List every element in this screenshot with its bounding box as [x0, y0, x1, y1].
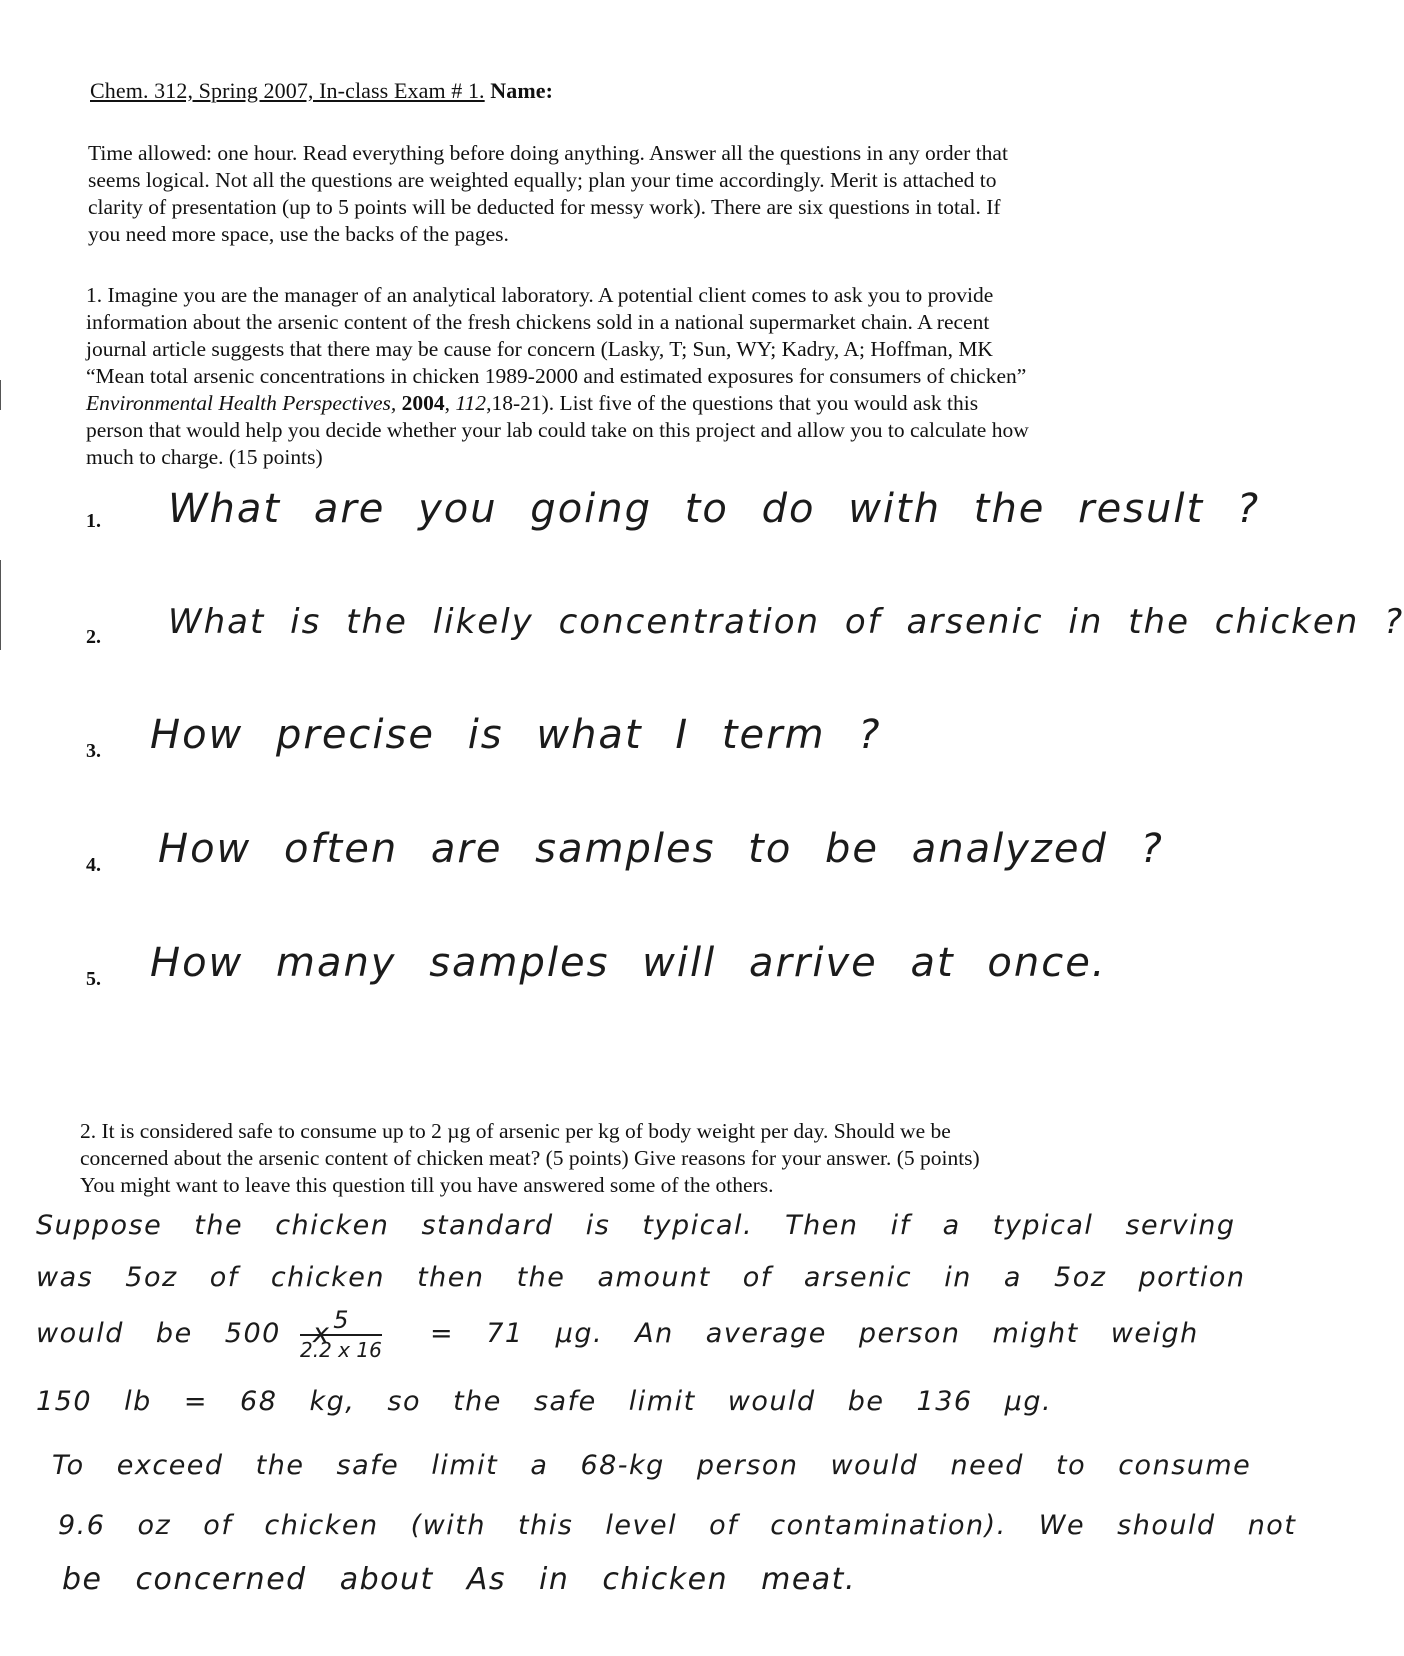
citation-pages: ,18-21). [486, 391, 555, 415]
question-line: journal article suggests that there may be cause for concern (Lasky, T; Sun, WY; Kadry, A; Hoffman, MK [86, 337, 993, 361]
handwritten-line: 150 lb = 68 kg, so the safe limit would be 136 µg. [36, 1386, 1053, 1417]
course-title: Chem. 312, Spring 2007, In-class Exam # 1. [90, 78, 485, 103]
handwritten-line: = 71 µg. An average person might weigh [430, 1318, 1199, 1349]
answer-number: 3. [86, 740, 101, 762]
handwritten-fraction [300, 1306, 382, 1362]
handwritten-answer: How often are samples to be analyzed ? [158, 826, 1164, 872]
question-line: 1. Imagine you are the manager of an analytical laboratory. A potential client comes to ask you to provide [86, 283, 994, 307]
margin-mark [0, 560, 1, 650]
handwritten-answer: What is the likely concentration of arsenic in the chicken ? [168, 602, 1404, 642]
fraction-numerator: 5 [300, 1306, 382, 1336]
exam-header [90, 78, 553, 104]
instructions-line: seems logical. Not all the questions are weighted equally; plan your time accordingly. Merit is attached to [88, 168, 997, 192]
handwritten-line: be concerned about As in chicken meat. [62, 1562, 856, 1597]
question-line: “Mean total arsenic concentrations in chicken 1989-2000 and estimated exposures for consumers of chicken” [86, 364, 1027, 388]
question-line: information about the arsenic content of the fresh chickens sold in a national supermarket chain. A recent [86, 310, 990, 334]
instructions-line: clarity of presentation (up to 5 points will be deducted for messy work). There are six questions in total. If [88, 195, 1001, 219]
handwritten-answer: How precise is what I term ? [150, 712, 882, 758]
question-line: person that would help you decide whether your lab could take on this project and allow you to calculate how [86, 418, 1029, 442]
margin-mark [0, 380, 1, 410]
name-label: Name: [490, 78, 554, 103]
citation-rest: List five of the questions that you would ask this [554, 391, 979, 415]
handwritten-line: was 5oz of chicken then the amount of arsenic in a 5oz portion [36, 1262, 1246, 1293]
citation-year: 2004 [401, 391, 445, 415]
citation-volume: 112 [455, 391, 487, 415]
question-line: concerned about the arsenic content of chicken meat? (5 points) Give reasons for your answer. (5 points) [80, 1146, 980, 1170]
citation-line: Environmental Health Perspectives, 2004, 112,18-21). List five of the questions that you would ask this [86, 391, 979, 415]
fraction-denominator: 2.2 x 16 [300, 1338, 382, 1362]
handwritten-line: Suppose the chicken standard is typical. Then if a typical serving [36, 1210, 1236, 1241]
question-line: You might want to leave this question till you have answered some of the others. [80, 1173, 774, 1197]
answer-number: 5. [86, 968, 101, 990]
handwritten-line: To exceed the safe limit a 68-kg person would need to consume [52, 1450, 1252, 1481]
answer-number: 4. [86, 854, 101, 876]
answer-number: 2. [86, 626, 101, 648]
answer-number: 1. [86, 510, 101, 532]
handwritten-line: would be 500 x [36, 1318, 331, 1349]
question-1-prompt [86, 282, 1198, 471]
journal-name: Environmental Health Perspectives, [86, 391, 397, 415]
instructions-line: you need more space, use the backs of the pages. [88, 222, 509, 246]
question-2-prompt [80, 1118, 1192, 1199]
handwritten-line: 9.6 oz of chicken (with this level of contamination). We should not [58, 1510, 1297, 1541]
question-line: 2. It is considered safe to consume up to 2 µg of arsenic per kg of body weight per day. Should we be [80, 1119, 951, 1143]
handwritten-answer: How many samples will arrive at once. [150, 940, 1107, 986]
instructions-line: Time allowed: one hour. Read everything before doing anything. Answer all the questions in any order that [88, 141, 1008, 165]
instructions-paragraph [88, 140, 1196, 248]
question-line: much to charge. (15 points) [86, 445, 323, 469]
handwritten-answer: What are you going to do with the result ? [168, 486, 1261, 532]
